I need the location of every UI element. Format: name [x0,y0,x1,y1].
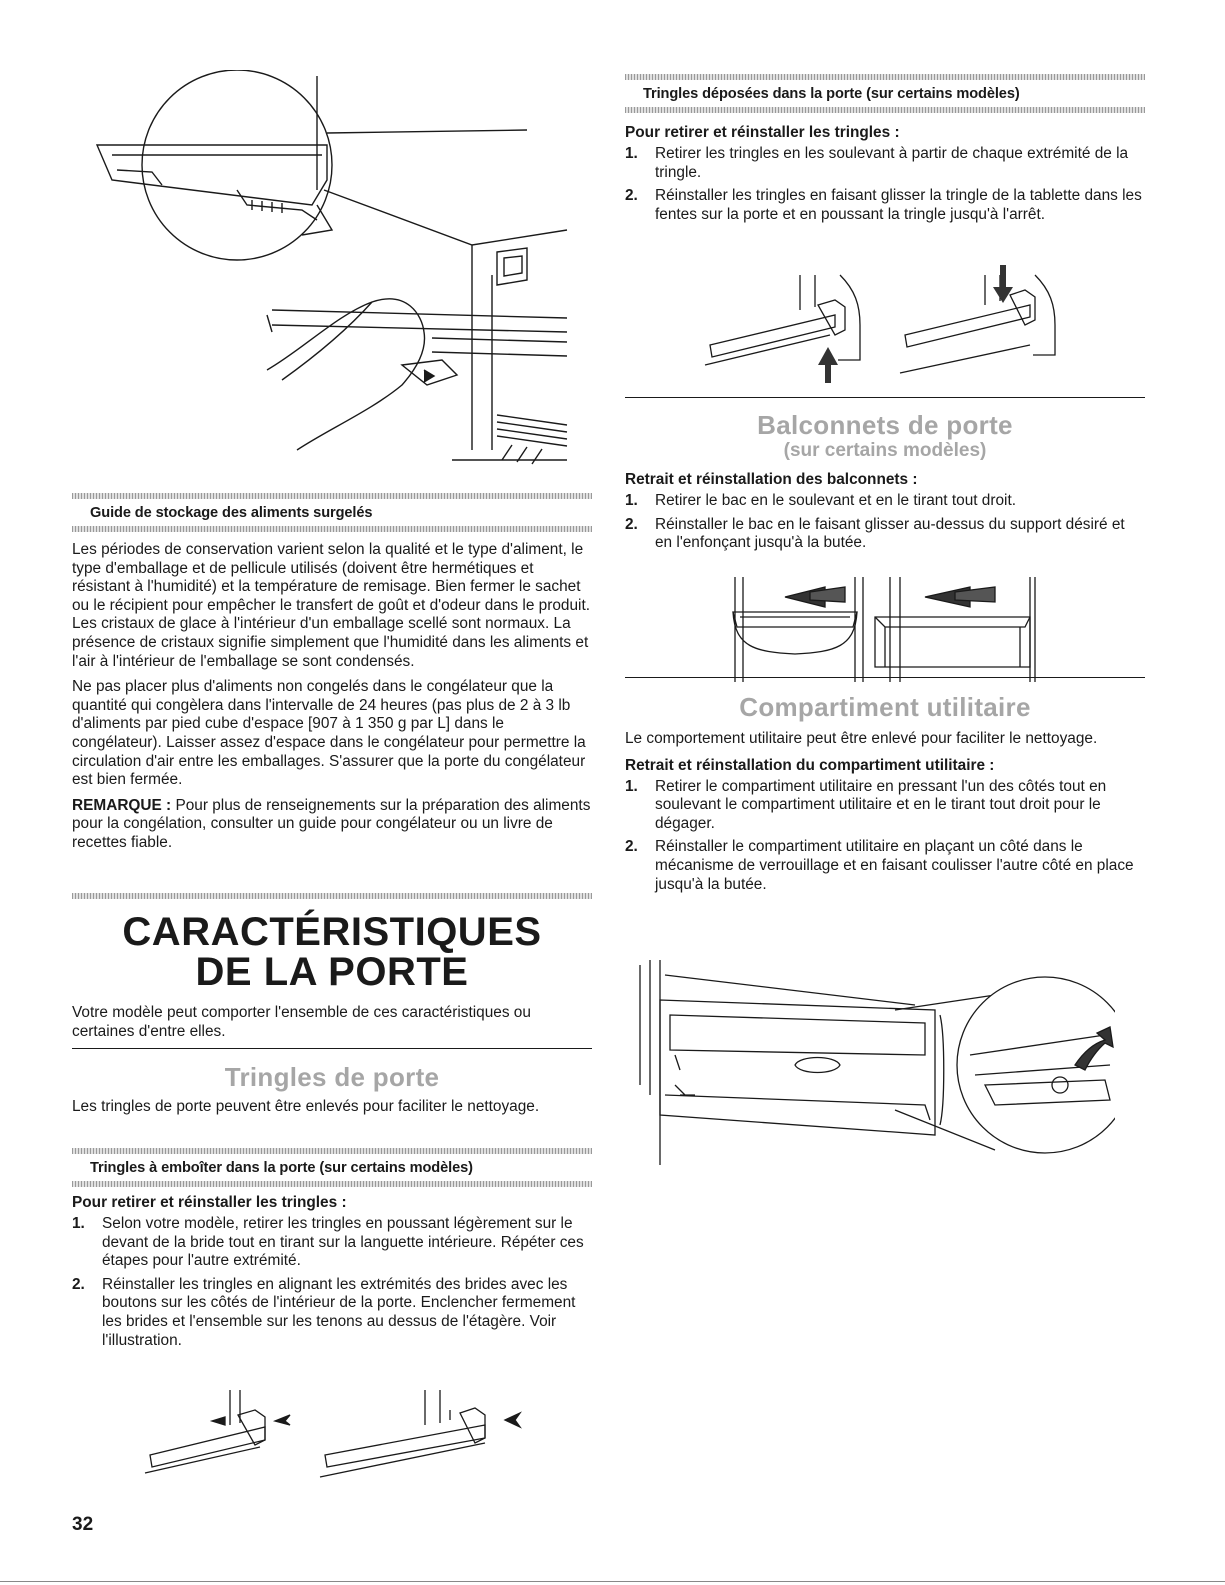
utility-steps-list [625,778,1145,895]
heading-bar [625,107,1145,113]
drop-in-section [625,74,1145,113]
section-divider [72,893,592,899]
heading-bar [72,526,592,532]
dropin-steps-list [625,145,1145,224]
utility-title: Compartiment utilitaire [739,692,1031,722]
features-intro: Votre modèle peut comporter l'ensemble de ces caractéristiques ou certaines d'entre elles. [72,1004,531,1040]
bins-steps-list [625,492,1145,553]
freezer-shelf-illustration [72,70,592,470]
remark-paragraph [72,797,592,853]
list-item: 1. Selon votre modèle, retirer les tringles en poussant légèrement sur le devant de la bride tout en tirant sur la languette intérieure. Répéter ces étapes pour l'autre extrémité. [72,1215,584,1270]
utility-intro: Le comportement utilitaire peut être enlevé pour faciliter le nettoyage. [625,730,1098,747]
snap-in-rails-illustration [140,1385,560,1485]
snap-steps-label: Pour retirer et réinstaller les tringles : [72,1194,347,1211]
utility-steps-label: Retrait et réinstallation du compartiment utilitaire : [625,756,995,774]
list-item: 2. Réinstaller les tringles en alignant les extrémités des brides avec les boutons sur les côtés de l'intérieur de la porte. Enclencher fermement les brides et l'ensemble sur les tenons au dessus de l'étagère. Voir l'illustration. [72,1275,576,1349]
page-bottom-rule [0,1581,1225,1582]
heading-bar [72,1181,592,1187]
dropin-steps-label: Pour retirer et réinstaller les tringles : [625,124,900,141]
list-item: 2. Réinstaller le bac en le faisant glisser au-dessus du support désiré et en l'enfonçant jusqu'à la butée. [625,515,1125,552]
snap-in-section [72,1148,592,1187]
snap-steps-list [72,1215,592,1350]
features-title-line-2: DE LA PORTE [195,950,469,994]
rails-intro: Les tringles de porte peuvent être enlevés pour faciliter le nettoyage. [72,1098,540,1115]
storage-heading: Guide de stockage des aliments surgelés [90,505,373,521]
storage-guide-section [72,493,592,532]
storage-paragraph-1: Les périodes de conservation varient selon la qualité et le type d'aliment, le type d'emballage et de pellicule utilisés (doivent être hermétiques et résistant à l'humidité) et la température de remisage. Bien fermer le sachet ou le récipient pour empêcher le transfert de goût et d'odeur dans le produit. Les cristaux de glace à l'intérieur d'un emballage scellé sont normaux. La présence de cristaux signifie simplement que l'humidité dans les aliments et l'air à l'intérieur de l'emballage se sont condensés. [72,541,590,670]
dropin-heading: Tringles déposées dans la porte (sur certains modèles) [643,86,1020,102]
storage-paragraph-2: Ne pas placer plus d'aliments non congelés dans le congélateur que la quantité qui congèlera dans l'intervalle de 24 heures (pas plus de 2 à 3 lb d'aliments par pied cube d'espace [907 à 1 350 g par L] dans le congélateur). Laisser assez d'espace dans le congélateur pour permettre la circulation d'air entre les emballages. S'assurer que la porte du congélateur est bien fermée. [72,678,586,789]
list-item: 1. Retirer le bac en le soulevant et en le tirant tout droit. [625,492,1017,509]
list-item: 2. Réinstaller les tringles en faisant glisser la tringle de la tablette dans les fentes sur la porte et en poussant la tringle jusqu'à l'arrêt. [625,187,1142,223]
section-rule [625,397,1145,398]
list-item: 2. Réinstaller le compartiment utilitaire en plaçant un côté dans le mécanisme de verrouillage et en faisant coulisser l'autre côté en place jusqu'à la butée. [625,838,1134,893]
list-item: 1. Retirer le compartiment utilitaire en pressant l'un des côtés tout en soulevant le compartiment utilitaire et en le tirant tout droit pour le dégager. [625,777,1107,832]
remark-label: REMARQUE : [72,796,172,814]
list-item: 1. Retirer les tringles en les soulevant à partir de chaque extrémité de la tringle. [625,145,1129,181]
page-number: 32 [72,1514,94,1535]
bins-title: Balconnets de porte [757,410,1013,440]
snap-heading: Tringles à emboîter dans la porte (sur certains modèles) [90,1160,473,1176]
door-bins-illustration [725,572,1055,687]
rails-title: Tringles de porte [224,1062,440,1092]
utility-compartment-illustration [635,955,1115,1175]
remark-text: Pour plus de renseignements sur la préparation des aliments pour la congélation, consulter un guide pour congélateur ou un livre de recettes fiable. [72,796,591,851]
drop-in-rails-illustration [700,265,1070,390]
section-rule [72,1048,592,1049]
features-title-line-1: CARACTÉRISTIQUES [122,910,542,954]
bins-subtitle: (sur certains modèles) [783,440,987,461]
bins-steps-label: Retrait et réinstallation des balconnets : [625,471,918,488]
